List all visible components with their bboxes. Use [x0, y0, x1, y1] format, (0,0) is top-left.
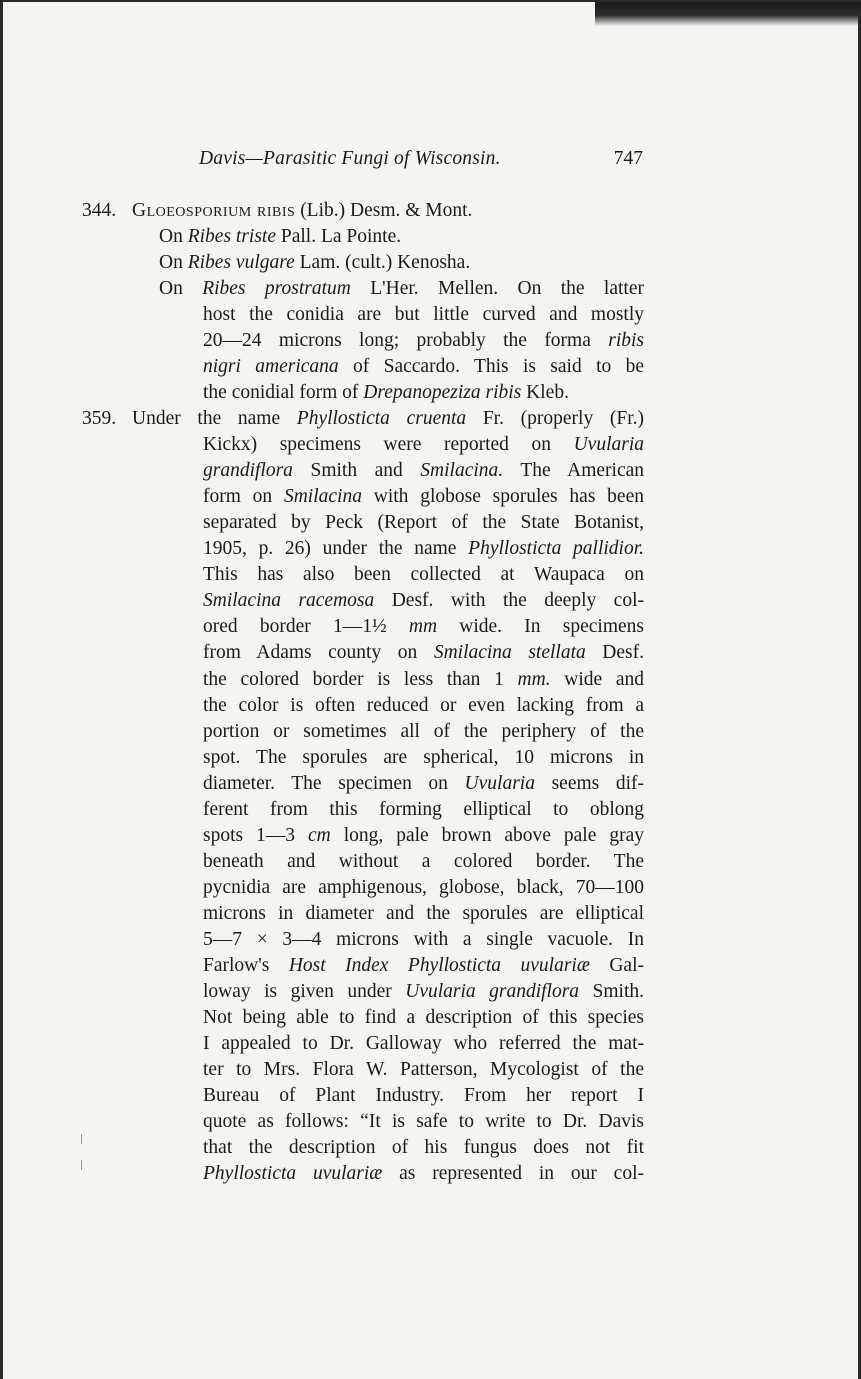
text-span: form on: [203, 486, 284, 508]
italic-text: Ribes vulgare: [187, 252, 295, 274]
text-span: Smith.: [579, 981, 644, 1003]
text-line: [203, 1057, 644, 1083]
text-line: [203, 562, 644, 588]
italic-text: nigri americana: [203, 356, 339, 378]
text-span: On: [159, 278, 203, 300]
italic-text: Ribes prostratum: [202, 278, 351, 300]
text-span: 5—7 × 3—4 microns with a single vacuole. In: [203, 929, 644, 950]
text-span: Not being able to find a description of this species: [203, 1007, 644, 1029]
text-line: [203, 1083, 644, 1109]
text-span: the colored border is less than 1: [203, 668, 518, 690]
scan-edge-shadow: [595, 2, 861, 26]
italic-text: Drepanopeziza ribis: [363, 382, 522, 404]
text-line: [203, 510, 644, 536]
text-line: [203, 797, 644, 823]
text-line: [203, 432, 644, 458]
text-line: [203, 745, 644, 771]
text-line: [203, 328, 644, 354]
italic-text: mm.: [517, 668, 551, 690]
text-span: Kleb.: [521, 382, 569, 404]
running-head: [199, 148, 645, 178]
text-line: [203, 901, 644, 927]
text-span: from Adams county on: [203, 642, 434, 664]
running-head-title: Davis—Parasitic Fungi of Wisconsin.: [199, 148, 501, 169]
text-span: ored border 1—1½: [203, 616, 409, 638]
text-line: [203, 719, 644, 745]
text-line: [203, 458, 644, 484]
text-span: quote as follows: “It is safe to write to Dr. Davis: [203, 1111, 644, 1133]
text-span: wide and: [550, 668, 644, 690]
text-span: ter to Mrs. Flora W. Patterson, Mycologist of the: [203, 1059, 644, 1081]
text-line: [132, 198, 472, 224]
text-line: [203, 484, 644, 510]
italic-text: Smilacina racemosa: [203, 590, 375, 612]
text-span: Farlow's: [203, 955, 289, 977]
italic-text: ribis: [608, 330, 644, 352]
text-span: I appealed to Dr. Galloway who referred the mat-: [203, 1033, 644, 1055]
text-span: 20—24 microns long; probably the forma: [203, 330, 609, 352]
text-span: separated by Peck (Report of the State Botanist,: [203, 512, 644, 534]
entry-number: 359.: [82, 408, 117, 429]
text-line: [203, 927, 644, 953]
text-span: portion or sometimes all of the periphery of the: [203, 720, 644, 742]
italic-text: mm: [408, 616, 438, 638]
text-span: The American: [503, 460, 644, 482]
text-line: [203, 588, 644, 614]
text-span: Smith and: [292, 460, 421, 482]
text-span: of Saccardo. This is said to be: [338, 356, 644, 378]
text-line: [203, 667, 644, 693]
text-span: 1905, p. 26) under the name: [203, 538, 469, 560]
text-span: Desf.: [585, 642, 644, 664]
text-span: the conidial form of: [203, 382, 364, 404]
italic-text: Smilacina: [283, 486, 362, 508]
text-span: Pall. La Pointe.: [276, 226, 402, 248]
text-line: [203, 640, 644, 666]
text-line: [203, 354, 644, 380]
italic-text: Smilacina stellata: [433, 642, 586, 664]
italic-text: Uvularia: [464, 772, 535, 794]
text-span: spots 1—3: [203, 824, 308, 846]
italic-text: Phyllosticta uvulariæ: [203, 1163, 383, 1185]
page-number: 747: [613, 148, 643, 169]
small-caps-text: Gloeosporium ribis: [132, 200, 296, 221]
italic-text: Uvularia grandiflora: [405, 981, 580, 1003]
italic-text: Phyllosticta pallidior.: [468, 538, 644, 560]
text-span: L'Her. Mellen. On the latter: [350, 278, 644, 300]
text-line: [203, 1005, 644, 1031]
text-span: as represented in our col-: [382, 1163, 644, 1185]
text-line: [203, 693, 644, 719]
text-line: [159, 276, 644, 302]
text-line: [203, 849, 644, 875]
text-span: ferent from this forming elliptical to oblong: [203, 798, 644, 820]
text-line: [203, 536, 644, 562]
text-span: On: [159, 226, 188, 248]
text-span: Gal-: [589, 955, 644, 977]
text-line: [203, 1161, 644, 1187]
italic-text: Phyllosticta cruenta: [296, 408, 467, 429]
text-span: This has also been collected at Waupaca on: [203, 564, 644, 586]
text-line: [203, 1109, 644, 1135]
text-span: (Lib.) Desm. & Mont.: [295, 200, 473, 221]
text-span: diameter. The specimen on: [203, 772, 465, 794]
entry-number: 344.: [82, 200, 117, 221]
text-span: the color is often reduced or even lacking from a: [203, 694, 644, 716]
text-span: long, pale brown above pale gray: [330, 824, 644, 846]
text-span: microns in diameter and the sporules are elliptical: [203, 902, 644, 924]
text-line: [159, 250, 470, 276]
text-span: seems dif-: [534, 772, 644, 794]
italic-text: grandiflora: [203, 460, 293, 482]
text-span: loway is given under: [203, 981, 406, 1003]
text-span: On: [159, 252, 188, 274]
italic-text: Host Index Phyllosticta uvulariæ: [288, 955, 590, 977]
italic-text: Uvularia: [573, 434, 644, 456]
italic-text: cm: [308, 824, 331, 846]
text-line: [203, 1031, 644, 1057]
text-line: [132, 406, 644, 432]
text-line: [203, 614, 644, 640]
text-span: with globose sporules has been: [361, 486, 644, 508]
text-line: [203, 953, 644, 979]
text-line: [203, 875, 644, 901]
text-line: [203, 771, 644, 797]
text-span: Under the name: [132, 408, 297, 429]
italic-text: Smilacina.: [420, 460, 504, 482]
text-line: [203, 1135, 644, 1161]
text-span: pycnidia are amphigenous, globose, black, 70—100: [203, 876, 644, 898]
text-line: [203, 823, 644, 849]
text-span: Desf. with the deeply col-: [374, 590, 644, 612]
text-span: Kickx) specimens were reported on: [203, 434, 574, 456]
text-span: Lam. (cult.) Kenosha.: [294, 252, 471, 274]
text-line: [203, 380, 569, 406]
text-span: that the description of his fungus does not fit: [203, 1137, 644, 1159]
text-span: host the conidia are but little curved and mostly: [203, 304, 644, 326]
text-span: wide. In specimens: [437, 616, 644, 638]
text-span: Bureau of Plant Industry. From her report I: [203, 1085, 644, 1107]
text-span: spot. The sporules are spherical, 10 microns in: [203, 746, 644, 768]
text-line: [203, 302, 644, 328]
italic-text: Ribes triste: [187, 226, 277, 248]
text-span: Fr. (properly (Fr.): [466, 408, 644, 429]
text-line: [159, 224, 401, 250]
text-line: [203, 979, 644, 1005]
text-span: beneath and without a colored border. The: [203, 850, 644, 872]
